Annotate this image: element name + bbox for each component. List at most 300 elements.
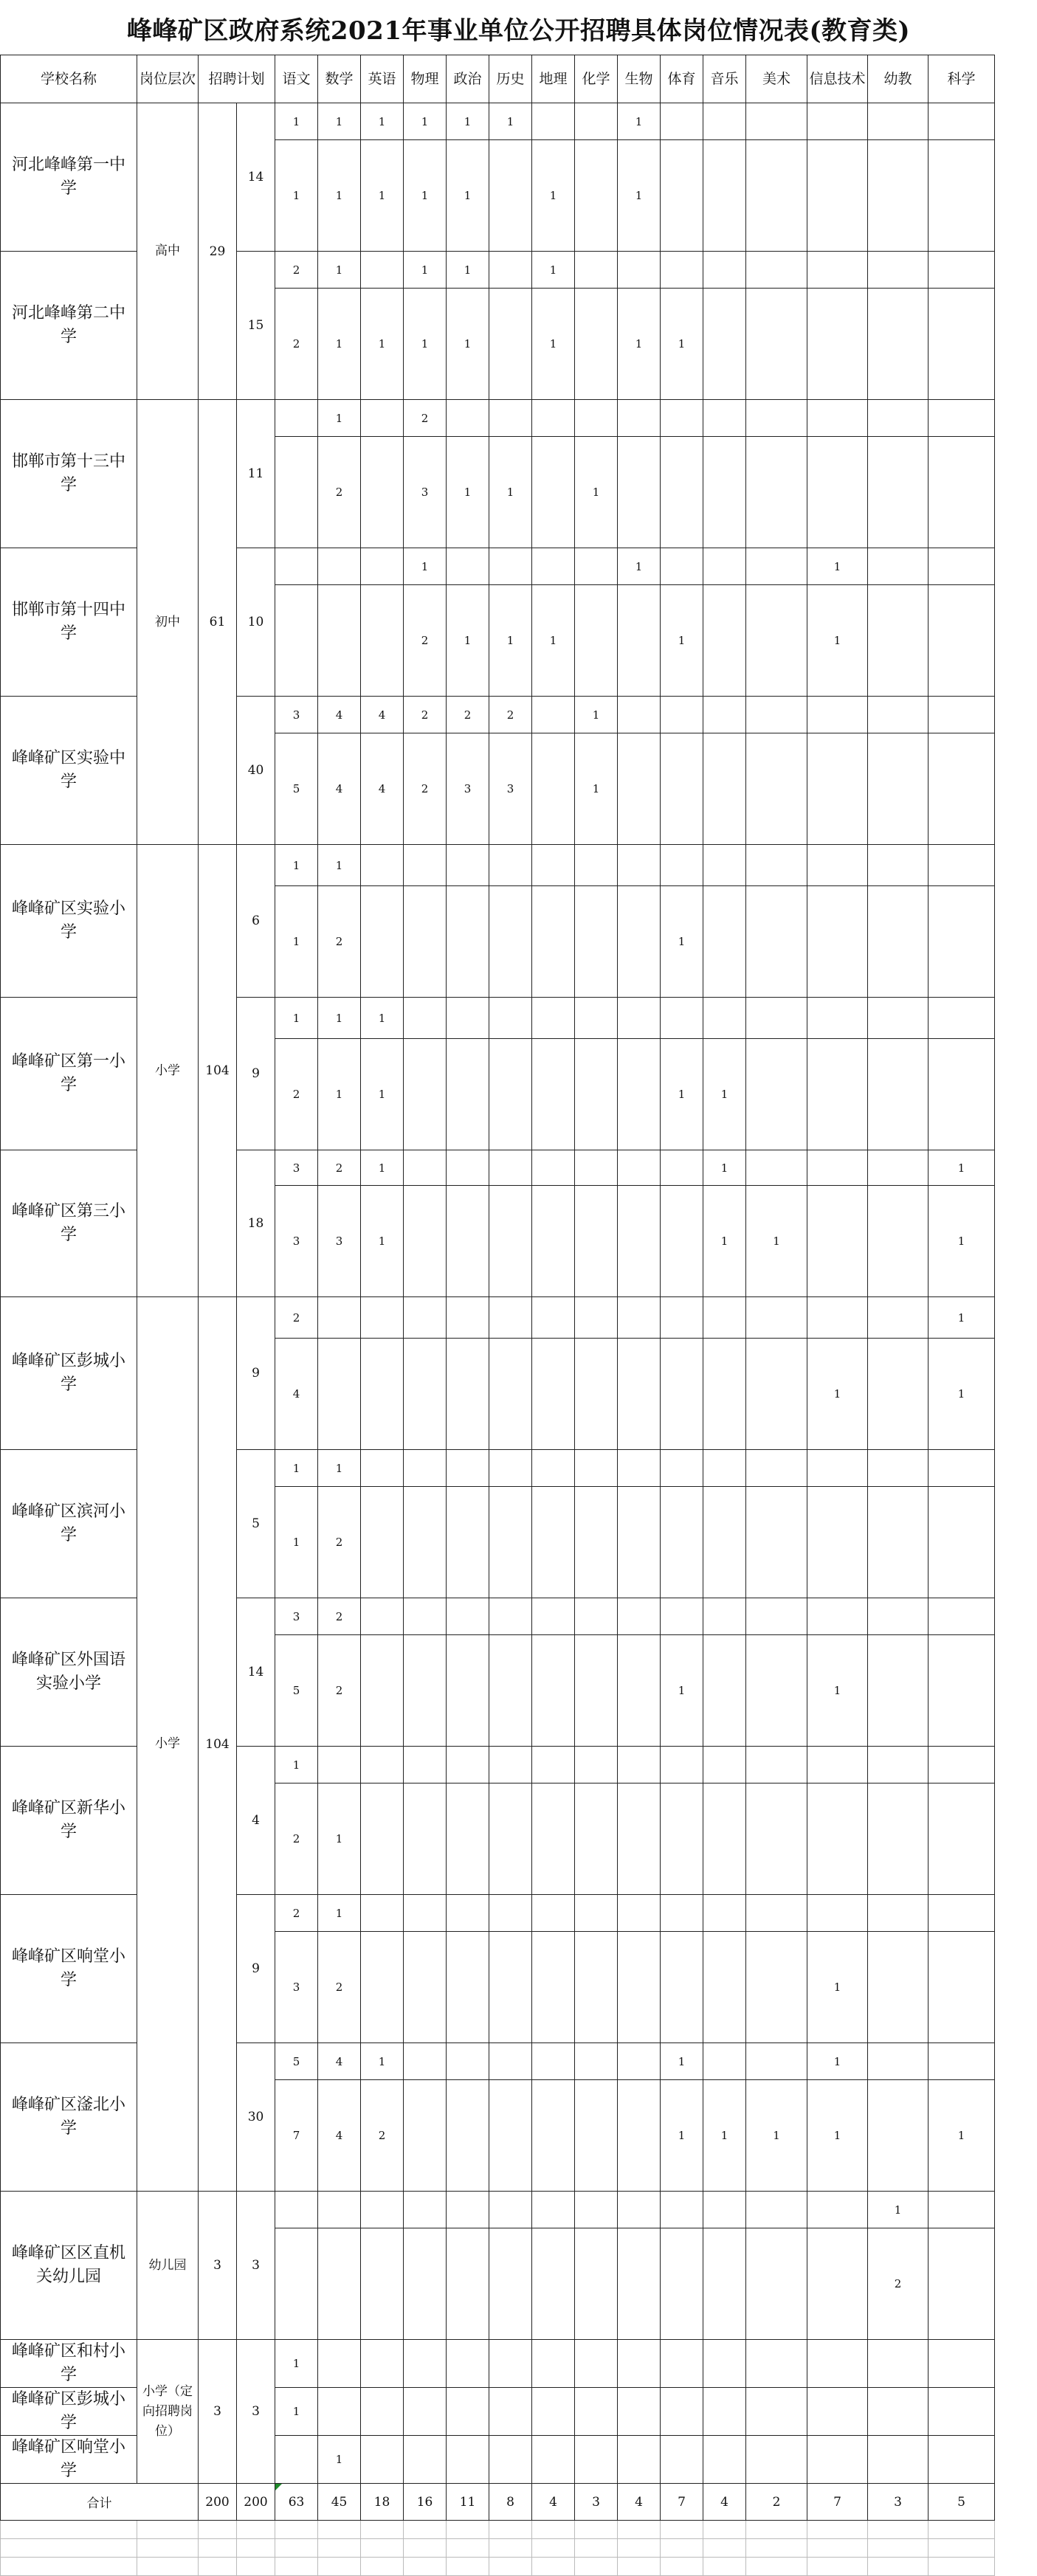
subject-count: 1 (807, 1339, 868, 1450)
subject-count (361, 886, 404, 998)
blank-cell[interactable] (703, 2521, 746, 2539)
subject-count: 1 (361, 998, 404, 1039)
subject-count (868, 1150, 929, 1186)
subject-count (489, 998, 532, 1039)
blank-cell[interactable] (618, 2539, 661, 2558)
subject-count (746, 733, 807, 845)
subject-count (929, 998, 995, 1039)
blank-cell[interactable] (275, 2558, 318, 2576)
blank-cell[interactable] (929, 2539, 995, 2558)
school-plan: 3 (237, 2192, 275, 2340)
subject-count: 1 (361, 2043, 404, 2080)
subject-count (489, 1747, 532, 1783)
subject-count (575, 140, 618, 252)
total-subject: 63 (275, 2484, 318, 2521)
blank-cell[interactable] (137, 2558, 199, 2576)
subject-count: 2 (489, 697, 532, 733)
subject-count (929, 697, 995, 733)
subject-count (361, 1932, 404, 2043)
header-school: 学校名称 (1, 55, 137, 103)
subject-count (868, 103, 929, 140)
subject-count (532, 697, 575, 733)
subject-count (807, 2388, 868, 2436)
subject-count: 1 (318, 252, 361, 289)
blank-cell[interactable] (489, 2558, 532, 2576)
subject-count (929, 289, 995, 400)
subject-count (661, 697, 703, 733)
subject-count (618, 1150, 661, 1186)
subject-count (661, 1186, 703, 1297)
subject-count (447, 2080, 489, 2192)
subject-count (361, 1297, 404, 1339)
subject-count: 1 (361, 1039, 404, 1150)
subject-count (618, 733, 661, 845)
subject-count (575, 2080, 618, 2192)
subject-count (404, 1783, 447, 1895)
blank-cell[interactable] (447, 2558, 489, 2576)
school-name: 河北峰峰第二中学 (1, 252, 137, 400)
blank-cell[interactable] (275, 2521, 318, 2539)
subject-count (361, 2228, 404, 2340)
subject-count (489, 1598, 532, 1635)
subject-count (489, 2436, 532, 2484)
subject-count: 7 (275, 2080, 318, 2192)
subject-count (703, 845, 746, 886)
subject-count (868, 252, 929, 289)
subject-count (868, 1186, 929, 1297)
subject-count (489, 140, 532, 252)
subject-count (447, 1487, 489, 1598)
blank-cell[interactable] (661, 2521, 703, 2539)
blank-cell[interactable] (137, 2521, 199, 2539)
subject-count (575, 1339, 618, 1450)
subject-count (404, 1450, 447, 1487)
total-plan: 200 (237, 2484, 275, 2521)
subject-count (618, 1747, 661, 1783)
subject-count (703, 548, 746, 585)
blank-cell[interactable] (361, 2521, 404, 2539)
subject-count (807, 2436, 868, 2484)
subject-count (929, 845, 995, 886)
subject-count (746, 1747, 807, 1783)
subject-count (489, 1932, 532, 2043)
subject-count: 1 (318, 140, 361, 252)
subject-count (404, 2388, 447, 2436)
subject-count (807, 1450, 868, 1487)
subject-count (868, 1635, 929, 1747)
subject-count (361, 1895, 404, 1932)
subject-count: 2 (275, 1297, 318, 1339)
blank-cell[interactable] (275, 2539, 318, 2558)
subject-count (575, 1487, 618, 1598)
subject-count (703, 1297, 746, 1339)
subject-count (618, 585, 661, 697)
subject-count: 1 (489, 585, 532, 697)
school-plan: 5 (237, 1450, 275, 1598)
total-subject: 45 (318, 2484, 361, 2521)
subject-count (404, 1932, 447, 2043)
blank-cell[interactable] (199, 2558, 237, 2576)
subject-count (703, 1747, 746, 1783)
subject-count (318, 2228, 361, 2340)
subject-count: 1 (532, 585, 575, 697)
subject-count (746, 1450, 807, 1487)
blank-cell[interactable] (868, 2539, 929, 2558)
subject-count (807, 103, 868, 140)
subject-count (868, 697, 929, 733)
subject-count (618, 1450, 661, 1487)
subject-count (489, 2228, 532, 2340)
subject-count (703, 1339, 746, 1450)
school-name: 峰峰矿区实验中学 (1, 697, 137, 845)
subject-count (361, 437, 404, 548)
subject-count: 1 (318, 1450, 361, 1487)
subject-count (746, 1895, 807, 1932)
subject-count (532, 1598, 575, 1635)
header-subject: 物理 (404, 55, 447, 103)
subject-count: 1 (275, 998, 318, 1039)
subject-count (868, 1487, 929, 1598)
subject-count (618, 2340, 661, 2388)
blank-cell[interactable] (807, 2558, 868, 2576)
blank-cell[interactable] (318, 2558, 361, 2576)
blank-cell[interactable] (618, 2521, 661, 2539)
subject-count (575, 2192, 618, 2228)
blank-cell[interactable] (137, 2539, 199, 2558)
subject-count (404, 2436, 447, 2484)
subject-count: 1 (661, 585, 703, 697)
blank-cell[interactable] (618, 2558, 661, 2576)
subject-count (489, 845, 532, 886)
subject-count (275, 548, 318, 585)
subject-count (404, 845, 447, 886)
subject-count (489, 2043, 532, 2080)
subject-count (661, 1747, 703, 1783)
subject-count (661, 1895, 703, 1932)
subject-count: 1 (489, 437, 532, 548)
subject-count (868, 548, 929, 585)
subject-count (275, 2436, 318, 2484)
blank-cell[interactable] (575, 2539, 618, 2558)
subject-count (929, 400, 995, 437)
blank-cell[interactable] (1, 2521, 137, 2539)
subject-count (275, 2192, 318, 2228)
subject-count (929, 2043, 995, 2080)
subject-count (532, 103, 575, 140)
blank-cell[interactable] (404, 2539, 447, 2558)
blank-cell[interactable] (361, 2558, 404, 2576)
subject-count (447, 1598, 489, 1635)
subject-count (746, 2228, 807, 2340)
school-plan: 9 (237, 1895, 275, 2043)
subject-count (661, 1932, 703, 2043)
subject-count (404, 2192, 447, 2228)
subject-count (618, 400, 661, 437)
subject-count (447, 845, 489, 886)
subject-count: 2 (318, 1635, 361, 1747)
position-level: 小学（定向招聘岗位） (137, 2340, 199, 2484)
subject-count (618, 2228, 661, 2340)
subject-count (489, 2340, 532, 2388)
subject-count: 3 (275, 1598, 318, 1635)
subject-count: 2 (318, 1487, 361, 1598)
subject-count: 1 (447, 437, 489, 548)
subject-count: 1 (318, 289, 361, 400)
school-name: 峰峰矿区响堂小学 (1, 2436, 137, 2484)
subject-count (575, 845, 618, 886)
blank-cell[interactable] (1, 2539, 137, 2558)
subject-count: 2 (318, 437, 361, 548)
subject-count (361, 252, 404, 289)
school-name: 峰峰矿区外国语实验小学 (1, 1598, 137, 1747)
position-level: 小学 (137, 1297, 199, 2192)
subject-count: 1 (661, 2080, 703, 2192)
subject-count (489, 1339, 532, 1450)
header-subject: 数学 (318, 55, 361, 103)
school-name: 峰峰矿区滨河小学 (1, 1450, 137, 1598)
subject-count: 1 (807, 585, 868, 697)
subject-count (807, 1039, 868, 1150)
subject-count (361, 1598, 404, 1635)
subject-count (318, 2340, 361, 2388)
subject-count (361, 548, 404, 585)
subject-count (661, 2436, 703, 2484)
subject-count (661, 998, 703, 1039)
blank-cell[interactable] (868, 2521, 929, 2539)
blank-cell[interactable] (929, 2558, 995, 2576)
subject-count (661, 1598, 703, 1635)
total-subject: 4 (703, 2484, 746, 2521)
subject-count: 1 (318, 2436, 361, 2484)
subject-count (447, 2228, 489, 2340)
subject-count (275, 400, 318, 437)
blank-cell[interactable] (318, 2539, 361, 2558)
blank-row (1, 2521, 995, 2539)
subject-count (746, 103, 807, 140)
school-plan: 9 (237, 998, 275, 1150)
subject-count (575, 1747, 618, 1783)
subject-count (703, 585, 746, 697)
subject-count (404, 1339, 447, 1450)
blank-cell[interactable] (489, 2539, 532, 2558)
subject-count (618, 1783, 661, 1895)
subject-count (661, 2192, 703, 2228)
subject-count (618, 1297, 661, 1339)
subject-count: 2 (318, 1150, 361, 1186)
subject-count (807, 733, 868, 845)
subject-count (275, 585, 318, 697)
blank-cell[interactable] (746, 2521, 807, 2539)
subject-count: 1 (661, 1635, 703, 1747)
subject-count (929, 103, 995, 140)
subject-count (929, 1635, 995, 1747)
blank-cell[interactable] (199, 2521, 237, 2539)
subject-count: 2 (404, 697, 447, 733)
subject-count (807, 1747, 868, 1783)
blank-cell[interactable] (532, 2539, 575, 2558)
total-subject: 3 (575, 2484, 618, 2521)
subject-count (275, 437, 318, 548)
blank-cell[interactable] (1, 2558, 137, 2576)
school-plan: 15 (237, 252, 275, 400)
subject-count (618, 1598, 661, 1635)
subject-count (868, 1039, 929, 1150)
subject-count (489, 1635, 532, 1747)
blank-cell[interactable] (575, 2558, 618, 2576)
subject-count: 3 (447, 733, 489, 845)
subject-count: 4 (318, 2043, 361, 2080)
subject-count (661, 1339, 703, 1450)
header-subject: 地理 (532, 55, 575, 103)
subject-count (575, 886, 618, 998)
subject-count (929, 585, 995, 697)
subject-count: 1 (929, 1297, 995, 1339)
subject-count (929, 252, 995, 289)
blank-cell[interactable] (237, 2539, 275, 2558)
blank-cell[interactable] (447, 2539, 489, 2558)
subject-count: 2 (275, 1039, 318, 1150)
subject-count (575, 585, 618, 697)
school-plan: 6 (237, 845, 275, 998)
subject-count (929, 2228, 995, 2340)
subject-count (489, 548, 532, 585)
blank-cell[interactable] (532, 2521, 575, 2539)
subject-count (703, 733, 746, 845)
blank-cell[interactable] (361, 2539, 404, 2558)
subject-count (618, 1186, 661, 1297)
subject-count: 1 (404, 289, 447, 400)
blank-cell[interactable] (404, 2521, 447, 2539)
subject-count (489, 289, 532, 400)
subject-count (532, 1039, 575, 1150)
subject-count: 1 (489, 103, 532, 140)
blank-cell[interactable] (703, 2558, 746, 2576)
header-subject: 幼教 (868, 55, 929, 103)
subject-count (447, 1450, 489, 1487)
subject-count: 2 (275, 1895, 318, 1932)
subject-count (929, 2436, 995, 2484)
subject-count (868, 585, 929, 697)
subject-count (868, 1895, 929, 1932)
subject-count (489, 1450, 532, 1487)
school-name: 峰峰矿区彭城小学 (1, 2388, 137, 2436)
subject-count (661, 548, 703, 585)
subject-count (703, 2192, 746, 2228)
subject-count (703, 998, 746, 1039)
subject-count: 1 (618, 140, 661, 252)
subject-count (489, 1039, 532, 1150)
subject-count: 1 (447, 289, 489, 400)
subject-count: 1 (929, 1339, 995, 1450)
subject-count (807, 1297, 868, 1339)
subject-count (532, 1487, 575, 1598)
blank-cell[interactable] (489, 2521, 532, 2539)
subject-count: 1 (404, 140, 447, 252)
subject-count (575, 103, 618, 140)
subject-count (703, 697, 746, 733)
subject-count: 2 (404, 733, 447, 845)
blank-cell[interactable] (237, 2558, 275, 2576)
subject-count (575, 1895, 618, 1932)
school-name: 峰峰矿区实验小学 (1, 845, 137, 998)
subject-count: 1 (361, 1150, 404, 1186)
subject-count (929, 1783, 995, 1895)
subject-count (868, 1932, 929, 2043)
level-total: 104 (199, 1297, 237, 2192)
subject-count (489, 2080, 532, 2192)
subject-count (868, 2388, 929, 2436)
subject-count (807, 2192, 868, 2228)
blank-cell[interactable] (746, 2558, 807, 2576)
subject-count (532, 1635, 575, 1747)
subject-count (618, 2080, 661, 2192)
subject-count: 5 (275, 733, 318, 845)
subject-count: 1 (275, 1450, 318, 1487)
blank-cell[interactable] (237, 2521, 275, 2539)
blank-cell[interactable] (746, 2539, 807, 2558)
blank-cell[interactable] (703, 2539, 746, 2558)
subject-count: 1 (275, 2340, 318, 2388)
blank-cell[interactable] (661, 2558, 703, 2576)
subject-count (575, 2436, 618, 2484)
subject-count (746, 1339, 807, 1450)
subject-count (318, 585, 361, 697)
subject-count (746, 2388, 807, 2436)
subject-count (807, 2340, 868, 2388)
subject-count: 1 (318, 400, 361, 437)
subject-count: 4 (318, 2080, 361, 2192)
subject-count (868, 998, 929, 1039)
subject-count (618, 998, 661, 1039)
subject-count (868, 400, 929, 437)
subject-count: 4 (361, 733, 404, 845)
subject-count: 3 (404, 437, 447, 548)
blank-cell[interactable] (807, 2539, 868, 2558)
blank-cell[interactable] (532, 2558, 575, 2576)
subject-count: 1 (275, 1487, 318, 1598)
blank-cell[interactable] (868, 2558, 929, 2576)
subject-count (746, 437, 807, 548)
blank-cell[interactable] (661, 2539, 703, 2558)
level-total: 61 (199, 400, 237, 845)
subject-count (447, 1932, 489, 2043)
subject-count (532, 1747, 575, 1783)
blank-cell[interactable] (404, 2558, 447, 2576)
school-plan: 10 (237, 548, 275, 697)
subject-count: 1 (868, 2192, 929, 2228)
blank-cell[interactable] (199, 2539, 237, 2558)
subject-count (929, 1450, 995, 1487)
subject-count (746, 998, 807, 1039)
subject-count (404, 1747, 447, 1783)
blank-cell[interactable] (447, 2521, 489, 2539)
subject-count (361, 2192, 404, 2228)
blank-cell[interactable] (318, 2521, 361, 2539)
subject-count (361, 400, 404, 437)
total-subject: 16 (404, 2484, 447, 2521)
blank-cell[interactable] (929, 2521, 995, 2539)
blank-cell[interactable] (575, 2521, 618, 2539)
subject-count (575, 2388, 618, 2436)
subject-count: 1 (703, 1150, 746, 1186)
subject-count (703, 1783, 746, 1895)
subject-count (361, 845, 404, 886)
blank-cell[interactable] (807, 2521, 868, 2539)
subject-count (929, 1895, 995, 1932)
subject-count: 1 (318, 998, 361, 1039)
subject-count (929, 2340, 995, 2388)
table-row (1, 2340, 995, 2388)
